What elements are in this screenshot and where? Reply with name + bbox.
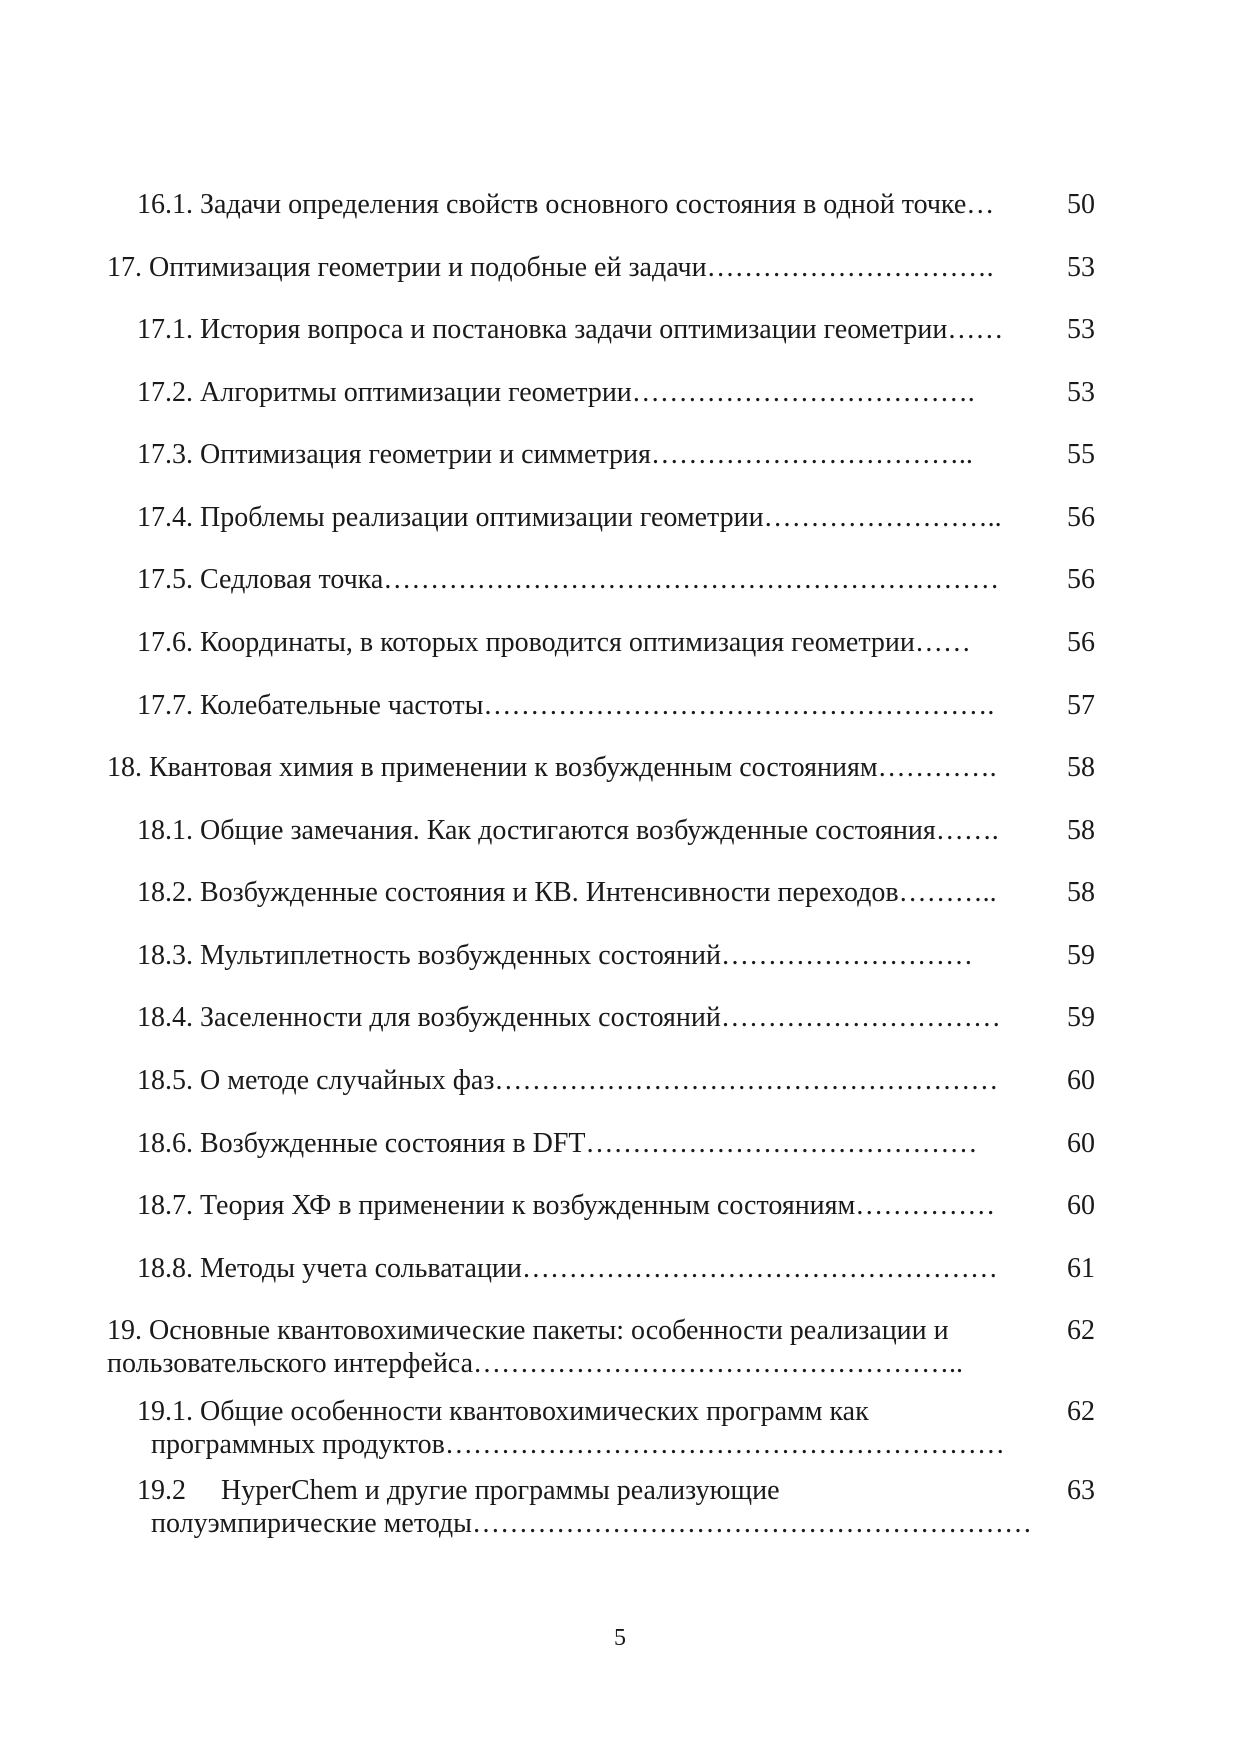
toc-entry-page: 58 (1067, 815, 1095, 846)
toc-entry-title-continued: полуэмпирические методы…………………………………………………… (151, 1508, 1032, 1539)
toc-entry-title: 17.5. Седловая точка………………………………………………………… (137, 564, 1000, 595)
toc-entry-page: 56 (1067, 627, 1095, 658)
toc-entry-title: 18.4. Заселенности для возбужденных состояний………………………… (137, 1002, 1001, 1033)
toc-entry-page: 63 (1067, 1475, 1095, 1506)
toc-entry-title-continued: программных продуктов…………………………………………………… (151, 1429, 1005, 1460)
toc-entry-page: 58 (1067, 752, 1095, 783)
toc-entry-title: 17. Оптимизация геометрии и подобные ей задачи…………………………. (107, 252, 994, 283)
toc-entry-page: 57 (1067, 690, 1095, 721)
toc-entry-title-continued: пользовательского интерфейса…………………………………………….. (107, 1348, 963, 1379)
toc-entry-title: 19.2 HyperChem и другие программы реализующие (137, 1475, 780, 1506)
toc-entry-page: 60 (1067, 1065, 1095, 1096)
toc-entry-title: 18.1. Общие замечания. Как достигаются возбужденные состояния……. (137, 815, 999, 846)
toc-entry-page: 50 (1067, 189, 1095, 220)
toc-entry-page: 62 (1067, 1396, 1095, 1427)
toc-entry-page: 60 (1067, 1128, 1095, 1159)
toc-entry-title: 18. Квантовая химия в применении к возбужденным состояниям…………. (107, 752, 997, 783)
toc-entry-title: 16.1. Задачи определения свойств основного состояния в одной точке… (137, 189, 995, 220)
toc-entry-title: 19.1. Общие особенности квантовохимических программ как (137, 1396, 869, 1427)
toc-entry-page: 53 (1067, 314, 1095, 345)
toc-entry-title: 18.2. Возбужденные состояния и КВ. Интенсивности переходов……….. (137, 877, 997, 908)
toc-entry-page: 58 (1067, 877, 1095, 908)
page-number: 5 (614, 1625, 626, 1651)
toc-entry-title: 18.5. О методе случайных фаз……………………………………………… (137, 1065, 999, 1096)
toc-entry-title: 18.3. Мультиплетность возбужденных состояний……………………… (137, 940, 974, 971)
toc-entry-page: 56 (1067, 564, 1095, 595)
toc-entry-page: 53 (1067, 252, 1095, 283)
toc-entry-title: 18.6. Возбужденные состояния в DFT…………………………………… (137, 1128, 978, 1159)
toc-entry-title: 17.1. История вопроса и постановка задачи оптимизации геометрии…… (137, 314, 1004, 345)
toc-entry-page: 53 (1067, 377, 1095, 408)
toc-entry-page: 59 (1067, 1002, 1095, 1033)
toc-entry-page: 56 (1067, 502, 1095, 533)
toc-entry-title: 17.7. Колебательные частоты………………………………………………. (137, 690, 995, 721)
toc-entry-title: 18.7. Теория ХФ в применении к возбужденным состояниям…………… (137, 1190, 996, 1221)
toc-entry-title: 17.2. Алгоритмы оптимизации геометрии………………………………. (137, 377, 975, 408)
toc-entry-title: 17.4. Проблемы реализации оптимизации геометрии…………………….. (137, 502, 1002, 533)
toc-entry-page: 62 (1067, 1315, 1095, 1346)
toc-entry-page: 60 (1067, 1190, 1095, 1221)
toc-entry-title: 17.3. Оптимизация геометрии и симметрия…………………………….. (137, 439, 973, 470)
toc-entry-title: 19. Основные квантовохимические пакеты: особенности реализации и (107, 1315, 949, 1346)
toc-entry-page: 61 (1067, 1253, 1095, 1284)
toc-entry-title: 17.6. Координаты, в которых проводится оптимизация геометрии…… (137, 627, 971, 658)
toc-entry-page: 55 (1067, 439, 1095, 470)
toc-entry-title: 18.8. Методы учета сольватации…………………………………………… (137, 1253, 998, 1284)
toc-entry-page: 59 (1067, 940, 1095, 971)
